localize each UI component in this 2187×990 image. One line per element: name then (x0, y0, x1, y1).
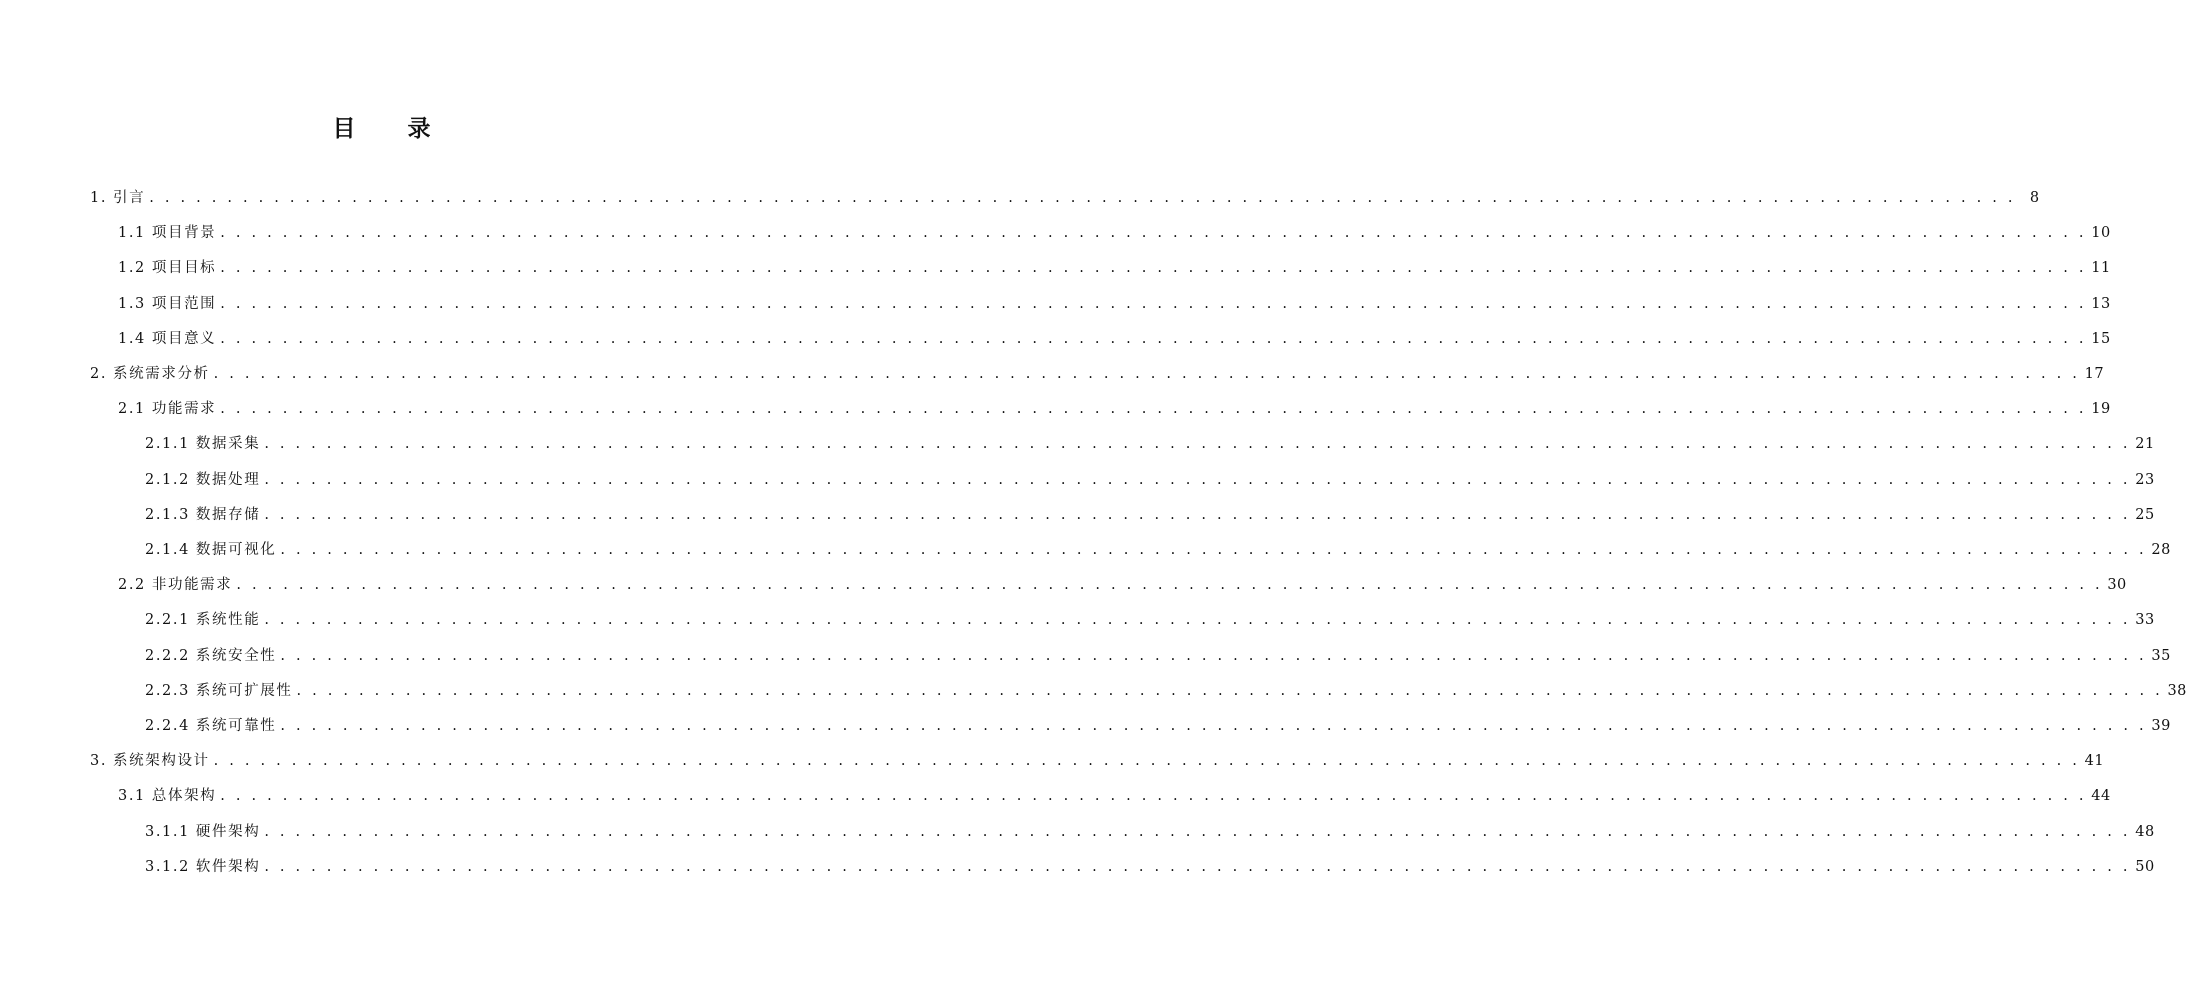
toc-entry-title: 数据存储 (195, 507, 261, 523)
toc-entry[interactable] (145, 644, 2171, 668)
toc-entry-number: 1.4 (118, 331, 146, 347)
toc-entry-page-number: 50 (2135, 859, 2155, 875)
toc-entry-number: 3.1.2 (145, 859, 190, 875)
toc-entry-number: 2.2.4 (145, 718, 190, 734)
toc-entry[interactable] (118, 292, 2111, 316)
dot-leader: . . . . . . . . . . . . . . . . . . . . . . . . . . . . . . . . . . . . . . . . . . . . . . . . . . . . . . . . . . . . . . . . . . . . . . . . . . . . . . . . . . . . . . . . . . . . . . . . . . . . . . . . . . . . . . . . . . . . . . . . (220, 401, 2087, 417)
toc-entry-number: 2.2.1 (145, 612, 190, 628)
dot-leader: . . . . . . . . . . . . . . . . . . . . . . . . . . . . . . . . . . . . . . . . . . . . . . . . . . . . . . . . . . . . . . . . . . . . . . . . . . . . . . . . . . . . . . . . . . . . . . . . . . . . . . . . . . . . . . . . . . . . . . . . (280, 542, 2147, 558)
toc-entry[interactable] (118, 256, 2111, 280)
toc-entry-title: 软件架构 (195, 859, 261, 875)
dot-leader: . . . . . . . . . . . . . . . . . . . . . . . . . . . . . . . . . . . . . . . . . . . . . . . . . . . . . . . . . . . . . . . . . . . . . . . . . . . . . . . . . . . . . . . . . . . . . . . . . . . . . . . . . . . . . . . . . . . . . . . . (220, 788, 2087, 804)
toc-entry-title: 项目背景 (151, 225, 217, 241)
dot-leader: . . . . . . . . . . . . . . . . . . . . . . . . . . . . . . . . . . . . . . . . . . . . . . . . . . . . . . . . . . . . . . . . . . . . . . . . . . . . . . . . . . . . . . . . . . . . . . . . . . . . . . . . . . . . . . . . . . . . . . . . (264, 824, 2131, 840)
dot-leader: . . . . . . . . . . . . . . . . . . . . . . . . . . . . . . . . . . . . . . . . . . . . . . . . . . . . . . . . . . . . . . . . . . . . . . . . . . . . . . . . . . . . . . . . . . . . . . . . . . . . . . . . . . . . . . . . . . . . . . . . (264, 612, 2131, 628)
dot-leader: . . . . . . . . . . . . . . . . . . . . . . . . . . . . . . . . . . . . . . . . . . . . . . . . . . . . . . . . . . . . . . . . . . . . . . . . . . . . . . . . . . . . . . . . . . . . . . . . . . . . . . . . . . . . . . . . . . . . . . . . (220, 296, 2087, 312)
toc-entry-number: 1.3 (118, 296, 146, 312)
toc-entry-number: 2.1 (118, 401, 146, 417)
toc-entry-title: 硬件架构 (195, 824, 261, 840)
dot-leader: . . . . . . . . . . . . . . . . . . . . . . . . . . . . . . . . . . . . . . . . . . . . . . . . . . . . . . . . . . . . . . . . . . . . . . . . . . . . . . . . . . . . . . . . . . . . . . . . . . . . . . . . . . . . . . . . . . . . . . . . (264, 436, 2131, 452)
toc-entry[interactable] (90, 749, 2105, 773)
dot-leader: . . . . . . . . . . . . . . . . . . . . . . . . . . . . . . . . . . . . . . . . . . . . . . . . . . . . . . . . . . . . . . . . . . . . . . . . . . . . . . . . . . . . . . . . . . . . . . . . . . . . . . . . . . . . . . . . . . . . . . . . (280, 648, 2147, 664)
toc-entry-number: 1.2 (118, 260, 146, 276)
toc-entry-number: 2. (90, 366, 108, 382)
toc-entry[interactable] (118, 573, 2127, 597)
toc-entry-number: 3.1.1 (145, 824, 190, 840)
dot-leader: . . . . . . . . . . . . . . . . . . . . . . . . . . . . . . . . . . . . . . . . . . . . . . . . . . . . . . . . . . . . . . . . . . . . . . . . . . . . . . . . . . . . . . . . . . . . . . . . . . . . . . . . . . . . . . . . . . . . . . . . (236, 577, 2103, 593)
toc-entry[interactable] (90, 186, 2040, 210)
toc-entry-number: 2.1.3 (145, 507, 190, 523)
toc-entry-page-number: 35 (2151, 648, 2171, 664)
toc-entry[interactable] (145, 468, 2155, 492)
toc-entry-page-number: 21 (2135, 436, 2155, 452)
dot-leader: . . . . . . . . . . . . . . . . . . . . . . . . . . . . . . . . . . . . . . . . . . . . . . . . . . . . . . . . . . . . . . . . . . . . . . . . . . . . . . . . . . . . . . . . . . . . . . . . . . . . . . . . . . . . . . . . . . . . . . . . (220, 225, 2087, 241)
toc-entry[interactable] (145, 432, 2155, 456)
dot-leader: . . . . . . . . . . . . . . . . . . . . . . . . . . . . . . . . . . . . . . . . . . . . . . . . . . . . . . . . . . . . . . . . . . . . . . . . . . . . . . . . . . . . . . . . . . . . . . . . . . . . . . . . . . . . . . . . . . . . . . . . (264, 472, 2131, 488)
toc-entry-title: 总体架构 (151, 788, 217, 804)
dot-leader: . . . . . . . . . . . . . . . . . . . . . . . . . . . . . . . . . . . . . . . . . . . . . . . . . . . . . . . . . . . . . . . . . . . . . . . . . . . . . . . . . . . . . . . . . . . . . . . . . . . . . . . . . . . . . . . . . . . . . . . . (264, 859, 2131, 875)
toc-entry-page-number: 15 (2091, 331, 2111, 347)
toc-entry[interactable] (118, 327, 2111, 351)
toc-entry-number: 2.2.3 (145, 683, 190, 699)
dot-leader: . . . . . . . . . . . . . . . . . . . . . . . . . . . . . . . . . . . . . . . . . . . . . . . . . . . . . . . . . . . . . . . . . . . . . . . . . . . . . . . . . . . . . . . . . . . . . . . . . . . . . . . . . . . . . . . . . . . . . . . . (213, 753, 2081, 769)
toc-entry-page-number: 13 (2091, 296, 2111, 312)
toc-entry-number: 2.2.2 (145, 648, 190, 664)
toc-entry-title: 功能需求 (151, 401, 217, 417)
toc-entry-title: 引言 (113, 190, 146, 206)
dot-leader: . . . . . . . . . . . . . . . . . . . . . . . . . . . . . . . . . . . . . . . . . . . . . . . . . . . . . . . . . . . . . . . . . . . . . . . . . . . . . . . . . . . . . . . . . . . . . . . . . . . . . . . . . . . . . . . . . . . . . . . . (280, 718, 2147, 734)
toc-entry-title: 非功能需求 (151, 577, 233, 593)
toc-entry-number: 2.1.1 (145, 436, 190, 452)
toc-entry-title: 项目目标 (151, 260, 217, 276)
dot-leader: . . . . . . . . . . . . . . . . . . . . . . . . . . . . . . . . . . . . . . . . . . . . . . . . . . . . . . . . . . . . . . . . . . . . . . . . . . . . . . . . . . . . . . . . . . . . . . . . . . . . . . . . . . . . . . . . . . . . . . . . (296, 683, 2163, 699)
toc-entry-title: 系统性能 (195, 612, 261, 628)
toc-entry-number: 1. (90, 190, 108, 206)
toc-entry-page-number: 39 (2151, 718, 2171, 734)
toc-entry-title: 数据可视化 (195, 542, 277, 558)
dot-leader: . . . . . . . . . . . . . . . . . . . . . . . . . . . . . . . . . . . . . . . . . . . . . . . . . . . . . . . . . . . . . . . . . . . . . . . . . . . . . . . . . . . . . . . . . . . . . . . . . . . . . . . . . . . . . . . . . . . . . . . . (220, 331, 2087, 347)
dot-leader: . . . . . . . . . . . . . . . . . . . . . . . . . . . . . . . . . . . . . . . . . . . . . . . . . . . . . . . . . . . . . . . . . . . . . . . . . . . . . . . . . . . . . . . . . . . . . . . . . . . . . . . . . . . . . . . . . . . . . . . . (264, 507, 2131, 523)
toc-entry-number: 2.1.4 (145, 542, 190, 558)
toc-entry[interactable] (145, 714, 2171, 738)
toc-entry[interactable] (90, 362, 2105, 386)
toc-entry-number: 2.2 (118, 577, 146, 593)
toc-entry-title: 系统可靠性 (195, 718, 277, 734)
toc-entry-page-number: 11 (2091, 260, 2111, 276)
toc-entry-number: 3.1 (118, 788, 146, 804)
toc-entry-page-number: 33 (2135, 612, 2155, 628)
toc-entry[interactable] (145, 503, 2155, 527)
toc-entry-number: 1.1 (118, 225, 146, 241)
dot-leader: . . . . . . . . . . . . . . . . . . . . . . . . . . . . . . . . . . . . . . . . . . . . . . . . . . . . . . . . . . . . . . . . . . . . . . . . . . . . . . . . . . . . . . . . . . . . . . . . . . . . . . . . . . . . . . . . . . . . . . . . (213, 366, 2081, 382)
toc-entry-page-number: 10 (2091, 225, 2111, 241)
toc-entry-page-number: 30 (2107, 577, 2127, 593)
toc-entry[interactable] (145, 608, 2155, 632)
toc-entry-number: 3. (90, 753, 108, 769)
toc-entry-page-number: 25 (2135, 507, 2155, 523)
dot-leader: . . . . . . . . . . . . . . . . . . . . . . . . . . . . . . . . . . . . . . . . . . . . . . . . . . . . . . . . . . . . . . . . . . . . . . . . . . . . . . . . . . . . . . . . . . . . . . . . . . . . . . . . . . . . . . . . . . . . . . . . (149, 190, 2016, 206)
toc-entry-page-number: 23 (2135, 472, 2155, 488)
toc-entry-page-number: 28 (2151, 542, 2171, 558)
toc-entry-title: 系统需求分析 (113, 366, 210, 382)
dot-leader: . . . . . . . . . . . . . . . . . . . . . . . . . . . . . . . . . . . . . . . . . . . . . . . . . . . . . . . . . . . . . . . . . . . . . . . . . . . . . . . . . . . . . . . . . . . . . . . . . . . . . . . . . . . . . . . . . . . . . . . . (220, 260, 2087, 276)
toc-entry-title: 项目意义 (151, 331, 217, 347)
toc-entry-title: 数据处理 (195, 472, 261, 488)
toc-entry[interactable] (145, 820, 2155, 844)
toc-entry-number: 2.1.2 (145, 472, 190, 488)
toc-entry-page-number: 19 (2091, 401, 2111, 417)
toc-entry[interactable] (118, 397, 2111, 421)
toc-entry-title: 数据采集 (195, 436, 261, 452)
toc-entry-page-number: 44 (2091, 788, 2111, 804)
toc-entry-page-number: 41 (2084, 753, 2105, 769)
toc-entry-page-number: 48 (2135, 824, 2155, 840)
toc-entry-title: 系统可扩展性 (195, 683, 293, 699)
toc-entry-page-number: 38 (2167, 683, 2187, 699)
toc-entry[interactable] (118, 784, 2111, 808)
toc-entry-title: 系统安全性 (195, 648, 277, 664)
toc-entry[interactable] (145, 679, 2187, 703)
toc-entry-title: 项目范围 (151, 296, 217, 312)
toc-entry-page-number: 8 (2029, 190, 2040, 206)
toc-entry-title: 系统架构设计 (113, 753, 210, 769)
page-title: 目 录 (332, 116, 433, 142)
toc-entry[interactable] (145, 538, 2171, 562)
toc-entry[interactable] (145, 855, 2155, 879)
toc-entry-page-number: 17 (2084, 366, 2105, 382)
toc-entry[interactable] (118, 221, 2111, 245)
